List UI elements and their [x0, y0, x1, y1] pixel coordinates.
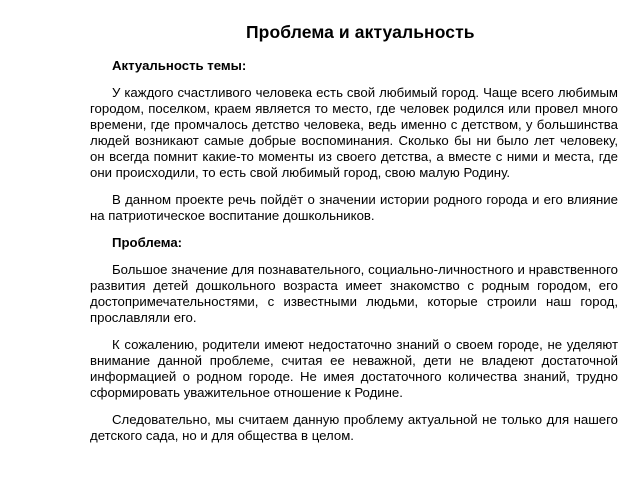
relevance-paragraph: У каждого счастливого человека есть свой любимый город. Чаще всего любимым городом, поселком, краем является то место, где человек родился или провел много времени, где промчалось детство человека, ведь именно с детством, у большинства людей возникают самые добрые воспоминания. Сколько бы ни было лет человеку, он всегда помнит какие-то моменты из своего детства, а вместе с ними и места, где они происходили, то есть свой любимый город, свою малую Родину. [90, 85, 618, 180]
problem-paragraph-2: К сожалению, родители имеют недостаточно знаний о своем городе, не уделяют внимание данной проблеме, считая ее неважной, дети не владеют достаточной информацией о родном городе. Не имея достаточного количества знаний, трудно сформировать уважительное отношение к Родине. [90, 337, 618, 400]
conclusion-paragraph: Следовательно, мы считаем данную проблему актуальной не только для нашего детского сада, но и для общества в целом. [90, 412, 618, 443]
relevance-heading: Актуальность темы: [112, 58, 247, 73]
page-title: Проблема и актуальность [246, 22, 475, 42]
problem-heading: Проблема: [112, 235, 183, 250]
document-body [90, 58, 618, 455]
problem-paragraph-1: Большое значение для познавательного, социально-личностного и нравственного развития детей дошкольного возраста имеет знакомство с родным городом, его достопримечательностями, с известными людьми, которые строили наш город, прославляли его. [90, 262, 618, 325]
project-paragraph: В данном проекте речь пойдёт о значении истории родного города и его влияние на патриотическое воспитание дошкольников. [90, 192, 618, 223]
